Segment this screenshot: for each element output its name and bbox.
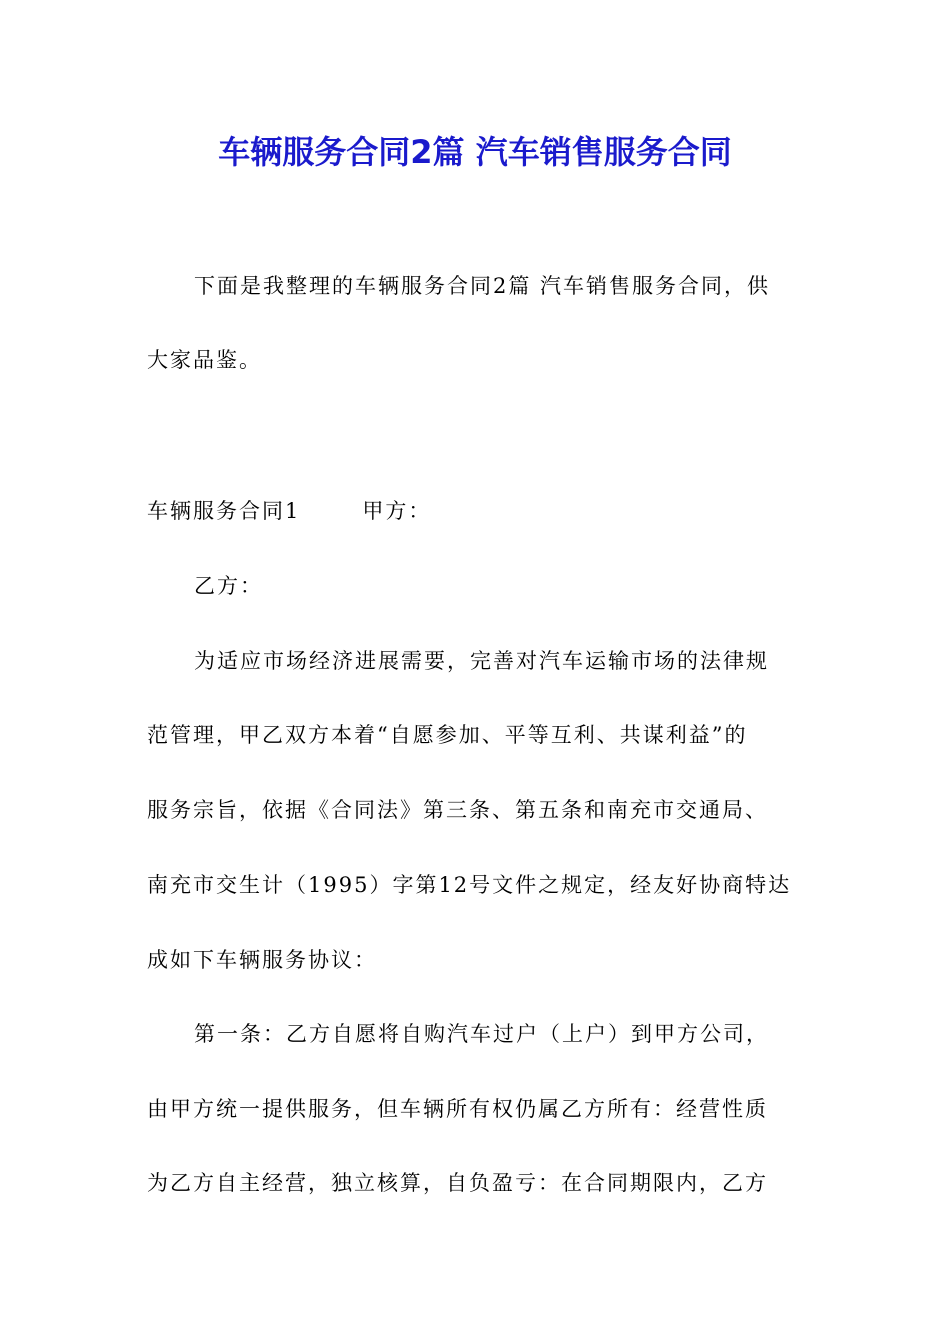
section-heading-line [147,493,807,529]
paragraph-line: 范管理，甲乙双方本着“自愿参加、平等互利、共谋利益”的 [147,723,748,747]
paragraph-line: 第一条：乙方自愿将自购汽车过户（上户）到甲方公司， [194,1022,769,1046]
paragraph-line: 成如下车辆服务协议： [147,948,377,972]
paragraph-line: 为乙方自主经营，独立核算，自负盈亏：在合同期限内，乙方 [147,1171,768,1195]
party-a-label: 甲方： [362,499,432,523]
paragraph-line: 服务宗旨，依据《合同法》第三条、第五条和南充市交通局、 [147,798,768,822]
party-b-label: 乙方： [194,574,263,598]
paragraph-line: 南充市交生计（1995）字第12号文件之规定，经友好协商特达 [147,873,792,897]
document-title: 车辆服务合同2篇 汽车销售服务合同 [218,133,732,171]
paragraph-line: 由甲方统一提供服务，但车辆所有权仍属乙方所有：经营性质 [147,1097,768,1121]
paragraph-line: 大家品鉴。 [147,348,262,372]
paragraph-line: 为适应市场经济进展需要，完善对汽车运输市场的法律规 [194,649,769,673]
paragraph-line: 下面是我整理的车辆服务合同2篇 汽车销售服务合同，供 [194,274,771,298]
section-heading: 车辆服务合同1 [147,499,301,523]
